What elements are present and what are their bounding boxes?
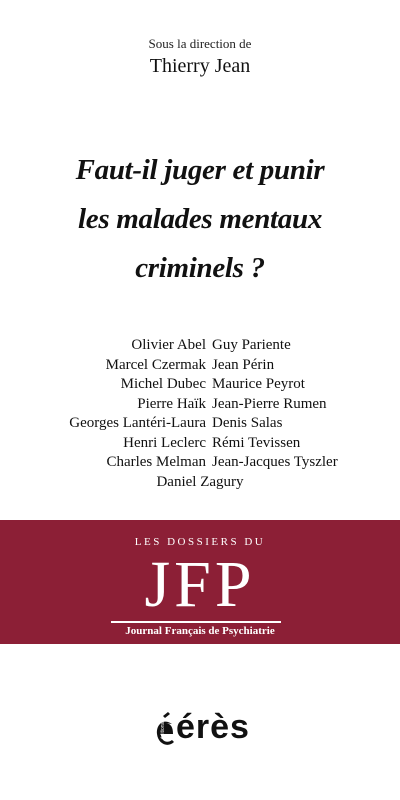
author-name: Guy Pariente bbox=[212, 337, 291, 353]
author-name: Daniel Zagury bbox=[156, 473, 244, 490]
publisher-name: érès bbox=[176, 708, 250, 746]
author-name: Pierre Haïk bbox=[137, 395, 206, 412]
author-name: Henri Leclerc bbox=[123, 434, 206, 451]
author-name: Jean-Pierre Rumen bbox=[212, 395, 327, 412]
author-name: Denis Salas bbox=[212, 415, 283, 431]
author-name: Marcel Czermak bbox=[105, 356, 206, 373]
title-line-1: Faut-il juger et punir bbox=[75, 154, 325, 186]
direction-label: Sous la direction de bbox=[148, 36, 252, 51]
jfp-rule bbox=[111, 621, 281, 623]
author-name: Rémi Tevissen bbox=[212, 434, 301, 451]
series-label: LES DOSSIERS DU bbox=[134, 536, 266, 548]
jfp-logo: JFP bbox=[144, 548, 256, 621]
title-line-3: criminels ? bbox=[135, 252, 265, 284]
author-row bbox=[0, 336, 400, 356]
author-name: Michel Dubec bbox=[120, 376, 206, 392]
editor-name: Thierry Jean bbox=[149, 55, 251, 77]
author-row bbox=[0, 414, 400, 434]
author-row bbox=[0, 434, 400, 454]
author-row bbox=[0, 375, 400, 395]
author-row bbox=[0, 356, 400, 376]
publisher-logo bbox=[154, 708, 254, 752]
author-name: Maurice Peyrot bbox=[212, 376, 305, 392]
jfp-subtitle: Journal Français de Psychiatrie bbox=[125, 625, 275, 637]
author-row bbox=[0, 453, 400, 473]
author-name: Jean Périn bbox=[212, 356, 275, 373]
author-name: Georges Lantéri-Laura bbox=[69, 415, 206, 431]
author-row-last bbox=[0, 473, 400, 493]
author-list bbox=[0, 336, 400, 492]
publisher-small-text: éditions bbox=[160, 722, 166, 740]
book-title bbox=[0, 146, 400, 293]
series-band bbox=[0, 520, 400, 644]
author-row bbox=[0, 395, 400, 415]
author-name: Olivier Abel bbox=[131, 337, 206, 353]
title-line-2: les malades mentaux bbox=[77, 203, 323, 235]
author-name: Charles Melman bbox=[106, 454, 206, 470]
author-name: Jean-Jacques Tyszler bbox=[212, 454, 338, 470]
